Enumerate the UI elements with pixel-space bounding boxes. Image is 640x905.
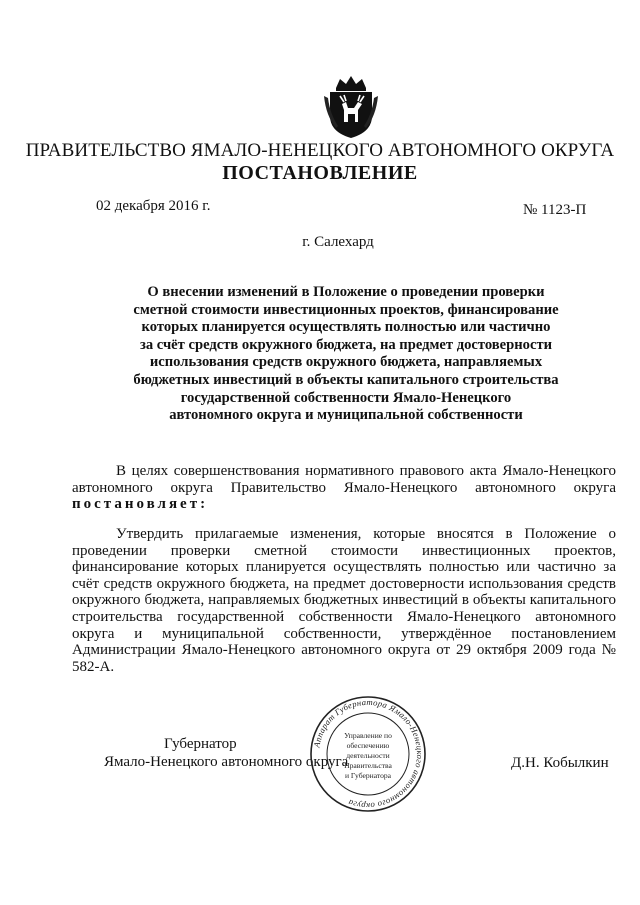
title-line: за счёт средств окружного бюджета, на предмет достоверности [139, 336, 553, 353]
document-city: г. Салехард [302, 234, 374, 250]
title-line: бюджетных инвестиций в объекты капитального строительства [133, 371, 559, 388]
document-title [96, 284, 596, 425]
title-line: автономного округа и муниципальной собственности [169, 407, 523, 424]
signatory-organization: Ямало-Ненецкого автономного округа [104, 754, 349, 770]
stamp-line: Правительства [344, 761, 392, 770]
document-date: 02 декабря 2016 г. [96, 198, 211, 214]
title-line: использования средств окружного бюджета, направляемых [149, 354, 543, 371]
stamp-line: Управление по [344, 731, 392, 740]
title-line: которых планируется осуществлять полностью или частично [141, 319, 551, 336]
title-line: государственной собственности Ямало-Ненецкого [180, 389, 512, 406]
signatory-name: Д.Н. Кобылкин [511, 755, 609, 771]
coat-of-arms-icon [322, 72, 380, 140]
stamp-line: обеспечению [346, 741, 390, 750]
preamble-paragraph [72, 463, 616, 513]
title-line: О внесении изменений в Положение о проведении проверки [147, 284, 545, 300]
resolution-paragraph: Утвердить прилагаемые изменения, которые вносятся в Положение о проведении проверки сметной стоимости инвестиционных проектов, финансирование которых планируется осуществлять полностью или частично за счёт средств окружного бюджета, на предмет достоверности использования средств окружного бюджета, направляемых бюджетных инвестиций в объекты капитального строительства государственной собственности Ямало-Ненецкого автономного округа и муниципальной собственности, утверждённое постановлением Администрации Ямало-Ненецкого автономного округа от 29 октября 2009 года № 582-А. [72, 526, 616, 675]
stamp-ring-text: Аппарат Губернатора Ямало-Ненецкого автономного округа [311, 696, 426, 812]
document-type: ПОСТАНОВЛЕНИЕ [222, 162, 418, 184]
signatory-title: Губернатор [164, 736, 237, 752]
title-line: сметной стоимости инвестиционных проектов, финансирование [133, 301, 559, 318]
organization-heading: ПРАВИТЕЛЬСТВО ЯМАЛО-НЕНЕЦКОГО АВТОНОМНОГО ОКРУГА [25, 140, 615, 161]
stamp-line: деятельности [346, 751, 390, 760]
resolves-word: постановляет: [72, 496, 209, 513]
document-number: № 1123-П [523, 202, 587, 218]
official-stamp [308, 694, 428, 814]
stamp-line: и Губернатора [344, 771, 392, 780]
preamble-text: В целях совершенствования нормативного правового акта Ямало-Ненецкого автономного округа Правительство Ямало-Ненецкого автономного округа [72, 463, 616, 496]
